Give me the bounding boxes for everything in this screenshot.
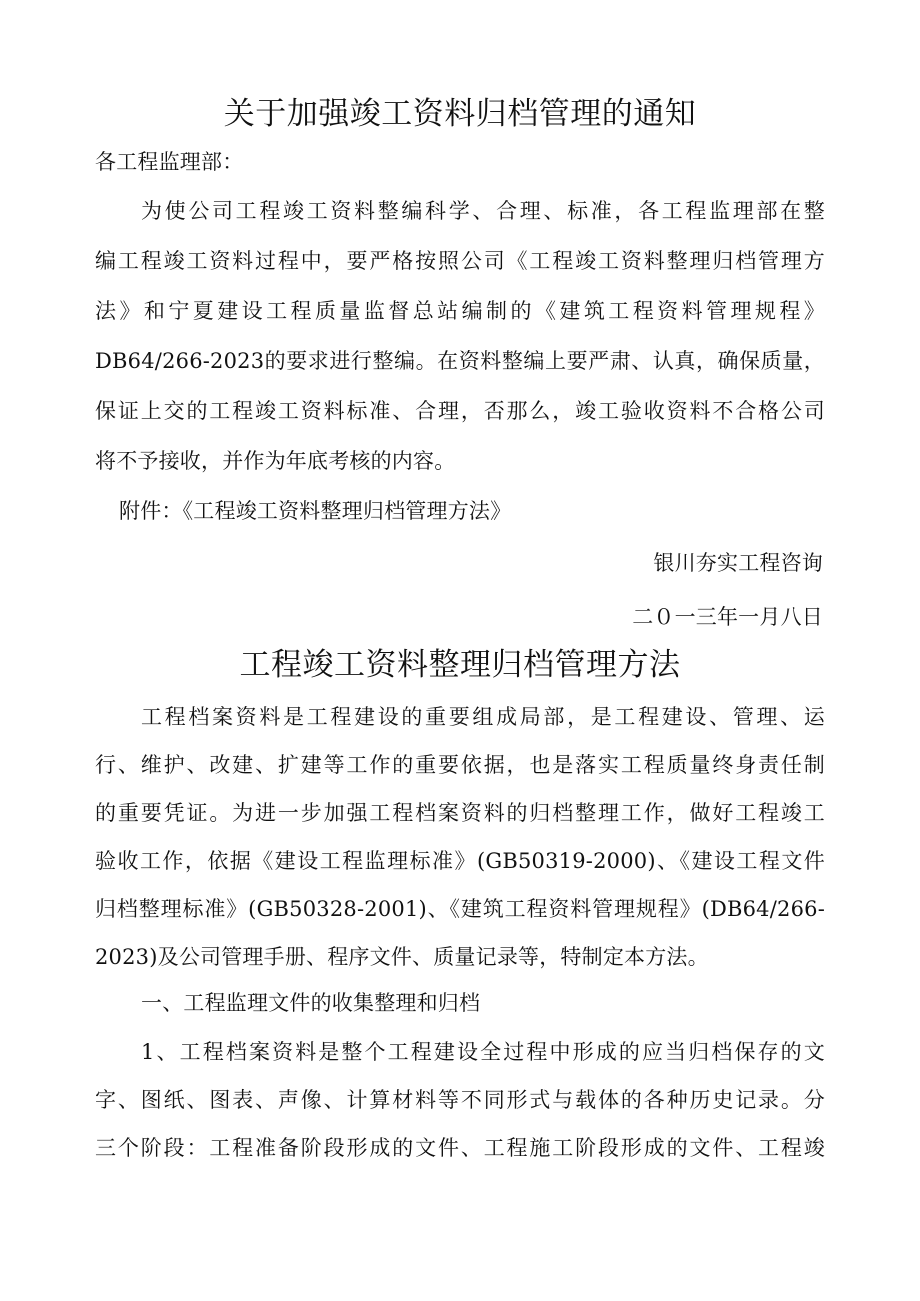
method-intro-line: 验收工作，依据《建设工程监理标准》(GB50319-2000)、《建设工程文件 (95, 849, 825, 873)
notice-title: 关于加强竣工资料归档管理的通知 (223, 96, 697, 132)
item-1-line: 1、工程档案资料是整个工程建设全过程中形成的应当归档保存的文 (141, 1040, 825, 1064)
notice-paragraph-line: 编工程竣工资料过程中，要严格按照公司《工程竣工资料整理归档管理方 (95, 249, 825, 273)
notice-paragraph-line: 保证上交的工程竣工资料标准、合理，否那么，竣工验收资料不合格公司 (95, 399, 825, 423)
signature: 银川夯实工程咨询 (653, 551, 823, 575)
item-1-line: 字、图纸、图表、声像、计算材料等不同形式与载体的各种历史记录。分 (95, 1088, 825, 1112)
notice-paragraph-line: 将不予接收，并作为年底考核的内容。 (95, 449, 456, 473)
section-heading: 一、工程监理文件的收集整理和归档 (141, 991, 481, 1015)
salutation: 各工程监理部： (95, 150, 244, 174)
method-intro-line: 工程档案资料是工程建设的重要组成局部，是工程建设、管理、运 (141, 705, 825, 729)
method-intro-line: 归档整理标准》(GB50328-2001)、《建筑工程资料管理规程》(DB64/266- (95, 897, 825, 921)
method-intro-line: 行、维护、改建、扩建等工作的重要依据，也是落实工程质量终身责任制 (95, 753, 825, 777)
method-intro-line: 的重要凭证。为进一步加强工程档案资料的归档整理工作，做好工程竣工 (95, 801, 825, 825)
notice-paragraph-line: 法》和宁夏建设工程质量监督总站编制的《建筑工程资料管理规程》 (95, 299, 825, 323)
issue-date: 二０一三年一月八日 (632, 605, 823, 629)
attachment-line: 附件：《工程竣工资料整理归档管理方法》 (119, 499, 512, 523)
method-intro-line: 2023)及公司管理手册、程序文件、质量记录等，特制定本方法。 (95, 945, 709, 969)
notice-paragraph-line: 为使公司工程竣工资料整编科学、合理、标准，各工程监理部在整 (141, 199, 825, 223)
notice-paragraph-line: DB64/266-2023的要求进行整编。在资料整编上要严肃、认真，确保质量， (95, 349, 825, 373)
method-title: 工程竣工资料整理归档管理方法 (239, 647, 681, 683)
item-1-line: 三个阶段：工程准备阶段形成的文件、工程施工阶段形成的文件、工程竣 (95, 1136, 825, 1160)
